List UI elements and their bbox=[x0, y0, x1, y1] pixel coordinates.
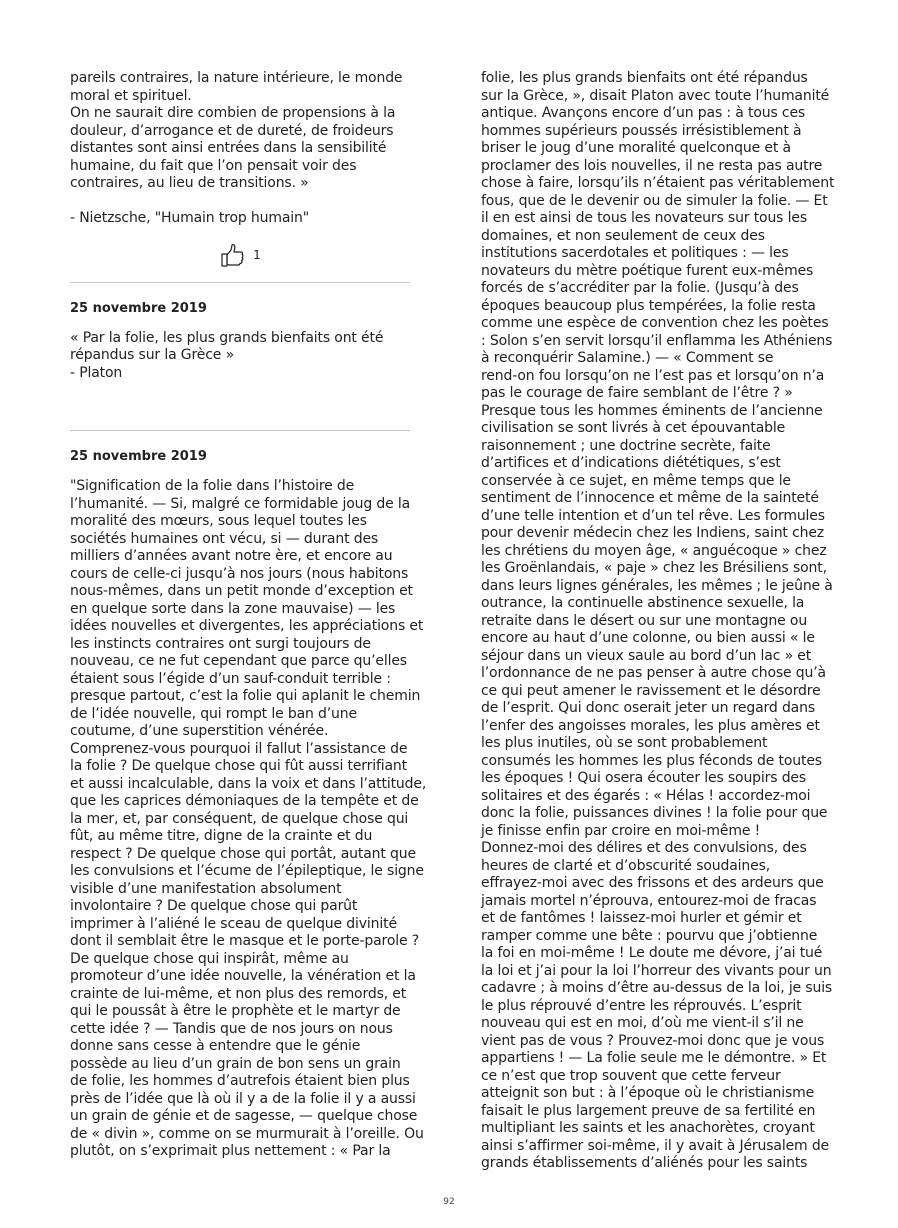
post-body bbox=[70, 330, 410, 383]
text-line: dont il semblait être le masque et le porte-parole ? bbox=[70, 933, 420, 949]
text-line: respect ? De quelque chose qui portât, autant que bbox=[70, 845, 416, 862]
text-line: les plus inutiles, où se sont probablement bbox=[481, 735, 768, 751]
text-line: la foi en moi-même ! Le doute me dévore, j’ai tué bbox=[481, 945, 823, 961]
text-line: fous, que de le devenir ou de simuler la folie. — Et bbox=[481, 192, 828, 209]
text-line: chose à faire, lorsqu’ils n’étaient pas véritablement bbox=[481, 175, 835, 191]
text-line: - Platon bbox=[70, 364, 123, 381]
text-line: douleur, d’arrogance et de dureté, de froideurs bbox=[70, 122, 394, 139]
text-line: les Groënlandais, « paje » chez les Brésiliens sont, bbox=[481, 560, 827, 576]
text-line: il en est ainsi de tous les novateurs sur tous les bbox=[481, 210, 807, 226]
text-line: humaine, du fait que l’on pensait voir des bbox=[70, 157, 357, 174]
text-line: de l’idée nouvelle, qui rompt le ban d’une bbox=[70, 705, 357, 722]
text-line: crainte de lui-même, et non plus des remords, et bbox=[70, 985, 407, 1002]
text-line: vient pas de vous ? Prouvez-moi donc que je vous bbox=[481, 1032, 825, 1049]
like-control[interactable] bbox=[70, 242, 410, 268]
text-line: l’humanité. — Si, malgré ce formidable joug de la bbox=[70, 495, 411, 512]
right-column bbox=[481, 70, 835, 1173]
text-line: briser le joug d’une moralité quelconque et à bbox=[481, 140, 791, 156]
text-line: nouveau, ce ne fut cependant que parce qu’elles bbox=[70, 653, 407, 669]
text-line: appartiens ! — La folie seule me le démontre. » Et bbox=[481, 1050, 827, 1066]
post-date: 25 novembre 2019 bbox=[70, 300, 207, 316]
text-line: que les caprices démoniaques de la tempête et de bbox=[70, 793, 419, 809]
text-line: On ne saurait dire combien de propensions à la bbox=[70, 105, 396, 121]
text-line: donne sans cesse à entendre que le génie bbox=[70, 1038, 361, 1054]
post-quote-end bbox=[70, 70, 410, 193]
text-line: distantes sont ainsi entrées dans la sensibilité bbox=[70, 140, 387, 156]
text-line: les époques ! Qui osera écouter les soupirs des bbox=[481, 770, 807, 786]
text-line: de l’esprit. Qui donc oserait jeter un regard dans bbox=[481, 700, 815, 716]
text-line: "Signification de la folie dans l’histoire de bbox=[70, 478, 355, 494]
text-line: visible d’une manifestation absolument bbox=[70, 880, 342, 897]
text-line: la loi et j’ai pour la loi l’horreur des vivants pour un bbox=[481, 962, 832, 979]
text-line: étaient sous l’égide d’un sauf-conduit terrible : bbox=[70, 670, 391, 687]
text-line: civilisation se sont livrés à cet épouvantable bbox=[481, 420, 786, 436]
post-divider bbox=[70, 282, 410, 283]
text-line: cette idée ? — Tandis que de nos jours on nous bbox=[70, 1020, 393, 1037]
text-line: outrance, la continuelle abstinence sexuelle, la bbox=[481, 595, 805, 611]
text-line: De quelque chose qui inspirât, même au bbox=[70, 950, 349, 967]
text-line: de folie, les hommes d’autrefois étaient bien plus bbox=[70, 1073, 410, 1089]
text-line: ramper comme une bête : pourvu que j’obtienne bbox=[481, 927, 818, 944]
text-line: l’enfer des angoisses morales, les plus amères et bbox=[481, 717, 820, 734]
text-line: nous-mêmes, dans un petit monde d’exception et bbox=[70, 583, 413, 599]
text-line: d’artifices et d’indications diététiques, s’est bbox=[481, 455, 781, 471]
text-line: solitaires et des égarés : « Hélas ! accordez-moi bbox=[481, 787, 811, 804]
text-line: Donnez-moi des délires et des convulsions, des bbox=[481, 840, 807, 856]
text-line: les convulsions et l’écume de l’épileptique, le signe bbox=[70, 863, 424, 879]
text-line: grands établissements d’aliénés pour les saints bbox=[481, 1155, 808, 1171]
text-line: qui le poussât à être le prophète et le martyr de bbox=[70, 1003, 401, 1019]
text-line: sentiment de l’innocence et même de la sainteté bbox=[481, 490, 819, 506]
text-line: imprimer à l’aliéné le sceau de quelque divinité bbox=[70, 915, 397, 932]
text-line: consumés les hommes les plus féconds de toutes bbox=[481, 752, 822, 769]
thumbs-up-icon[interactable] bbox=[219, 242, 245, 268]
post-body-left bbox=[70, 478, 427, 1161]
text-line: Comprenez-vous pourquoi il fallut l’assistance de bbox=[70, 740, 408, 757]
text-line: époques beaucoup plus tempérées, la folie resta bbox=[481, 297, 816, 314]
text-line: cours de celle-ci jusqu’à nos jours (nous habitons bbox=[70, 565, 409, 582]
text-line: encore au haut d’une colonne, ou bien aussi « le bbox=[481, 630, 815, 646]
text-line: effrayez-moi avec des frissons et des ardeurs que bbox=[481, 875, 824, 891]
text-line: le plus réprouvé d’entre les réprouvés. L’esprit bbox=[481, 997, 802, 1014]
left-column bbox=[70, 70, 427, 1161]
text-line: la folie ? De quelque chose qui fût aussi terrifiant bbox=[70, 758, 407, 774]
text-line: l’ordonnance de ne pas penser à autre chose qu’à bbox=[481, 665, 826, 681]
text-line: coutume, d’une superstition vénérée. bbox=[70, 723, 329, 739]
text-line: un grain de génie et de sagesse, — quelque chose bbox=[70, 1108, 418, 1124]
text-line: sur la Grèce, », disait Platon avec toute l’humanité bbox=[481, 87, 830, 104]
text-line: ainsi s’affirmer soi-même, il y avait à Jérusalem de bbox=[481, 1137, 830, 1154]
text-line: en quelque sorte dans la zone mauvaise) — les bbox=[70, 600, 396, 617]
text-line: dans leurs lignes générales, les mêmes ; le jeûne à bbox=[481, 577, 833, 594]
text-line: et aussi incalculable, dans la voix et dans l’attitude, bbox=[70, 775, 427, 792]
text-line: novateurs du mètre poétique furent eux-mêmes bbox=[481, 262, 814, 279]
text-line: involontaire ? De quelque chose qui parût bbox=[70, 898, 358, 914]
text-line: les instincts contraires ont surgi toujours de bbox=[70, 635, 371, 652]
text-line: ce qui peut amener le ravissement et le désordre bbox=[481, 682, 821, 699]
text-line: et de fantômes ! laissez-moi hurler et gémir et bbox=[481, 910, 802, 926]
page-number: 92 bbox=[443, 1197, 455, 1207]
post-body-right bbox=[481, 70, 835, 1173]
text-line: d’une telle intention et d’un tel rêve. Les formules bbox=[481, 507, 825, 524]
text-line: heures de clarté et d’obscurité soudaines, bbox=[481, 857, 771, 874]
text-line: antique. Avançons encore d’un pas : à tous ces bbox=[481, 105, 806, 121]
text-line: Presque tous les hommes éminents de l’ancienne bbox=[481, 402, 823, 419]
text-line: nouveau qui est en moi, d’où me vient-il s’il ne bbox=[481, 1015, 804, 1031]
text-line: de « divin », comme on se murmurait à l’oreille. Ou bbox=[70, 1125, 424, 1142]
text-line: : Solon s’en servit lorsqu’il enflamma les Athéniens bbox=[481, 332, 833, 349]
text-line: multipliant les saints et les anachorètes, croyant bbox=[481, 1120, 815, 1136]
text-line: presque partout, c’est la folie qui aplanit le chemin bbox=[70, 688, 421, 704]
text-line: comme une espèce de convention chez les poètes bbox=[481, 315, 829, 331]
text-line: promoteur d’une idée nouvelle, la vénération et la bbox=[70, 968, 416, 984]
text-line: donc la folie, puissances divines ! la folie pour que bbox=[481, 805, 828, 821]
like-count: 1 bbox=[253, 247, 261, 262]
text-line: retraite dans le désert ou sur une montagne ou bbox=[481, 612, 808, 629]
text-line: idées nouvelles et divergentes, les appréciations et bbox=[70, 618, 424, 634]
text-line: les chrétiens du moyen âge, « anguécoque » chez bbox=[481, 542, 827, 559]
text-line: rend-on fou lorsqu’on ne l’est pas et lorsqu’on n’a bbox=[481, 367, 825, 384]
text-line: je finisse enfin par croire en moi-même ! bbox=[481, 822, 761, 839]
text-line: jamais mortel n’éprouva, entourez-moi de fracas bbox=[481, 892, 817, 909]
text-line: forcés de s’accréditer par la folie. (Jusqu’à des bbox=[481, 280, 799, 296]
text-line: sociétés humaines ont vécu, si — durant des bbox=[70, 530, 379, 547]
text-line: pour devenir médecin chez les Indiens, saint chez bbox=[481, 525, 825, 541]
text-line: proclamer des lois nouvelles, il ne resta pas autre bbox=[481, 157, 823, 174]
post-divider bbox=[70, 430, 410, 431]
text-line: pas le courage de faire semblant de l’être ? » bbox=[481, 385, 793, 401]
text-line: milliers d’années avant notre ère, et encore au bbox=[70, 548, 393, 564]
text-line: folie, les plus grands bienfaits ont été répandus bbox=[481, 70, 808, 86]
quote-attribution: - Nietzsche, "Humain trop humain" bbox=[70, 210, 310, 226]
text-line: la mer, et, par conséquent, de quelque chose qui bbox=[70, 810, 409, 827]
text-line: répandus sur la Grèce » bbox=[70, 347, 234, 363]
text-line: « Par la folie, les plus grands bienfaits ont été bbox=[70, 329, 384, 346]
text-line: ce n’est que trop souvent que cette ferveur bbox=[481, 1067, 781, 1084]
text-line: raisonnement ; une doctrine secrète, faite bbox=[481, 437, 771, 454]
text-line: institutions sacerdotales et politiques : — les bbox=[481, 245, 789, 261]
text-line: possède au lieu d’un grain de bon sens un grain bbox=[70, 1055, 401, 1072]
text-line: près de l’idée que là où il y a de la folie il y a aussi bbox=[70, 1090, 416, 1107]
text-line: domaines, et non seulement de ceux des bbox=[481, 227, 765, 244]
text-line: hommes supérieurs poussés irrésistiblement à bbox=[481, 122, 802, 139]
text-line: moral et spirituel. bbox=[70, 87, 192, 104]
text-line: séjour dans un vieux saule au bord d’un lac » et bbox=[481, 647, 812, 664]
text-line: conservée à ce sujet, en même temps que le bbox=[481, 472, 791, 489]
text-line: cadavre ; à moins d’être au-dessus de la loi, je suis bbox=[481, 980, 833, 996]
text-line: pareils contraires, la nature intérieure, le monde bbox=[70, 70, 403, 86]
text-line: contraires, au lieu de transitions. » bbox=[70, 175, 309, 191]
text-line: fût, au même titre, digne de la crainte et du bbox=[70, 828, 373, 844]
text-line: faisait le plus largement preuve de sa fertilité en bbox=[481, 1102, 816, 1119]
text-line: atteignit son but : à l’époque où le christianisme bbox=[481, 1085, 815, 1101]
text-line: plutôt, on s’exprimait plus nettement : « Par la bbox=[70, 1143, 391, 1159]
text-line: moralité des mœurs, sous lequel toutes les bbox=[70, 513, 367, 529]
post-date: 25 novembre 2019 bbox=[70, 449, 207, 464]
text-line: à reconquérir Salamine.) — « Comment se bbox=[481, 350, 774, 366]
